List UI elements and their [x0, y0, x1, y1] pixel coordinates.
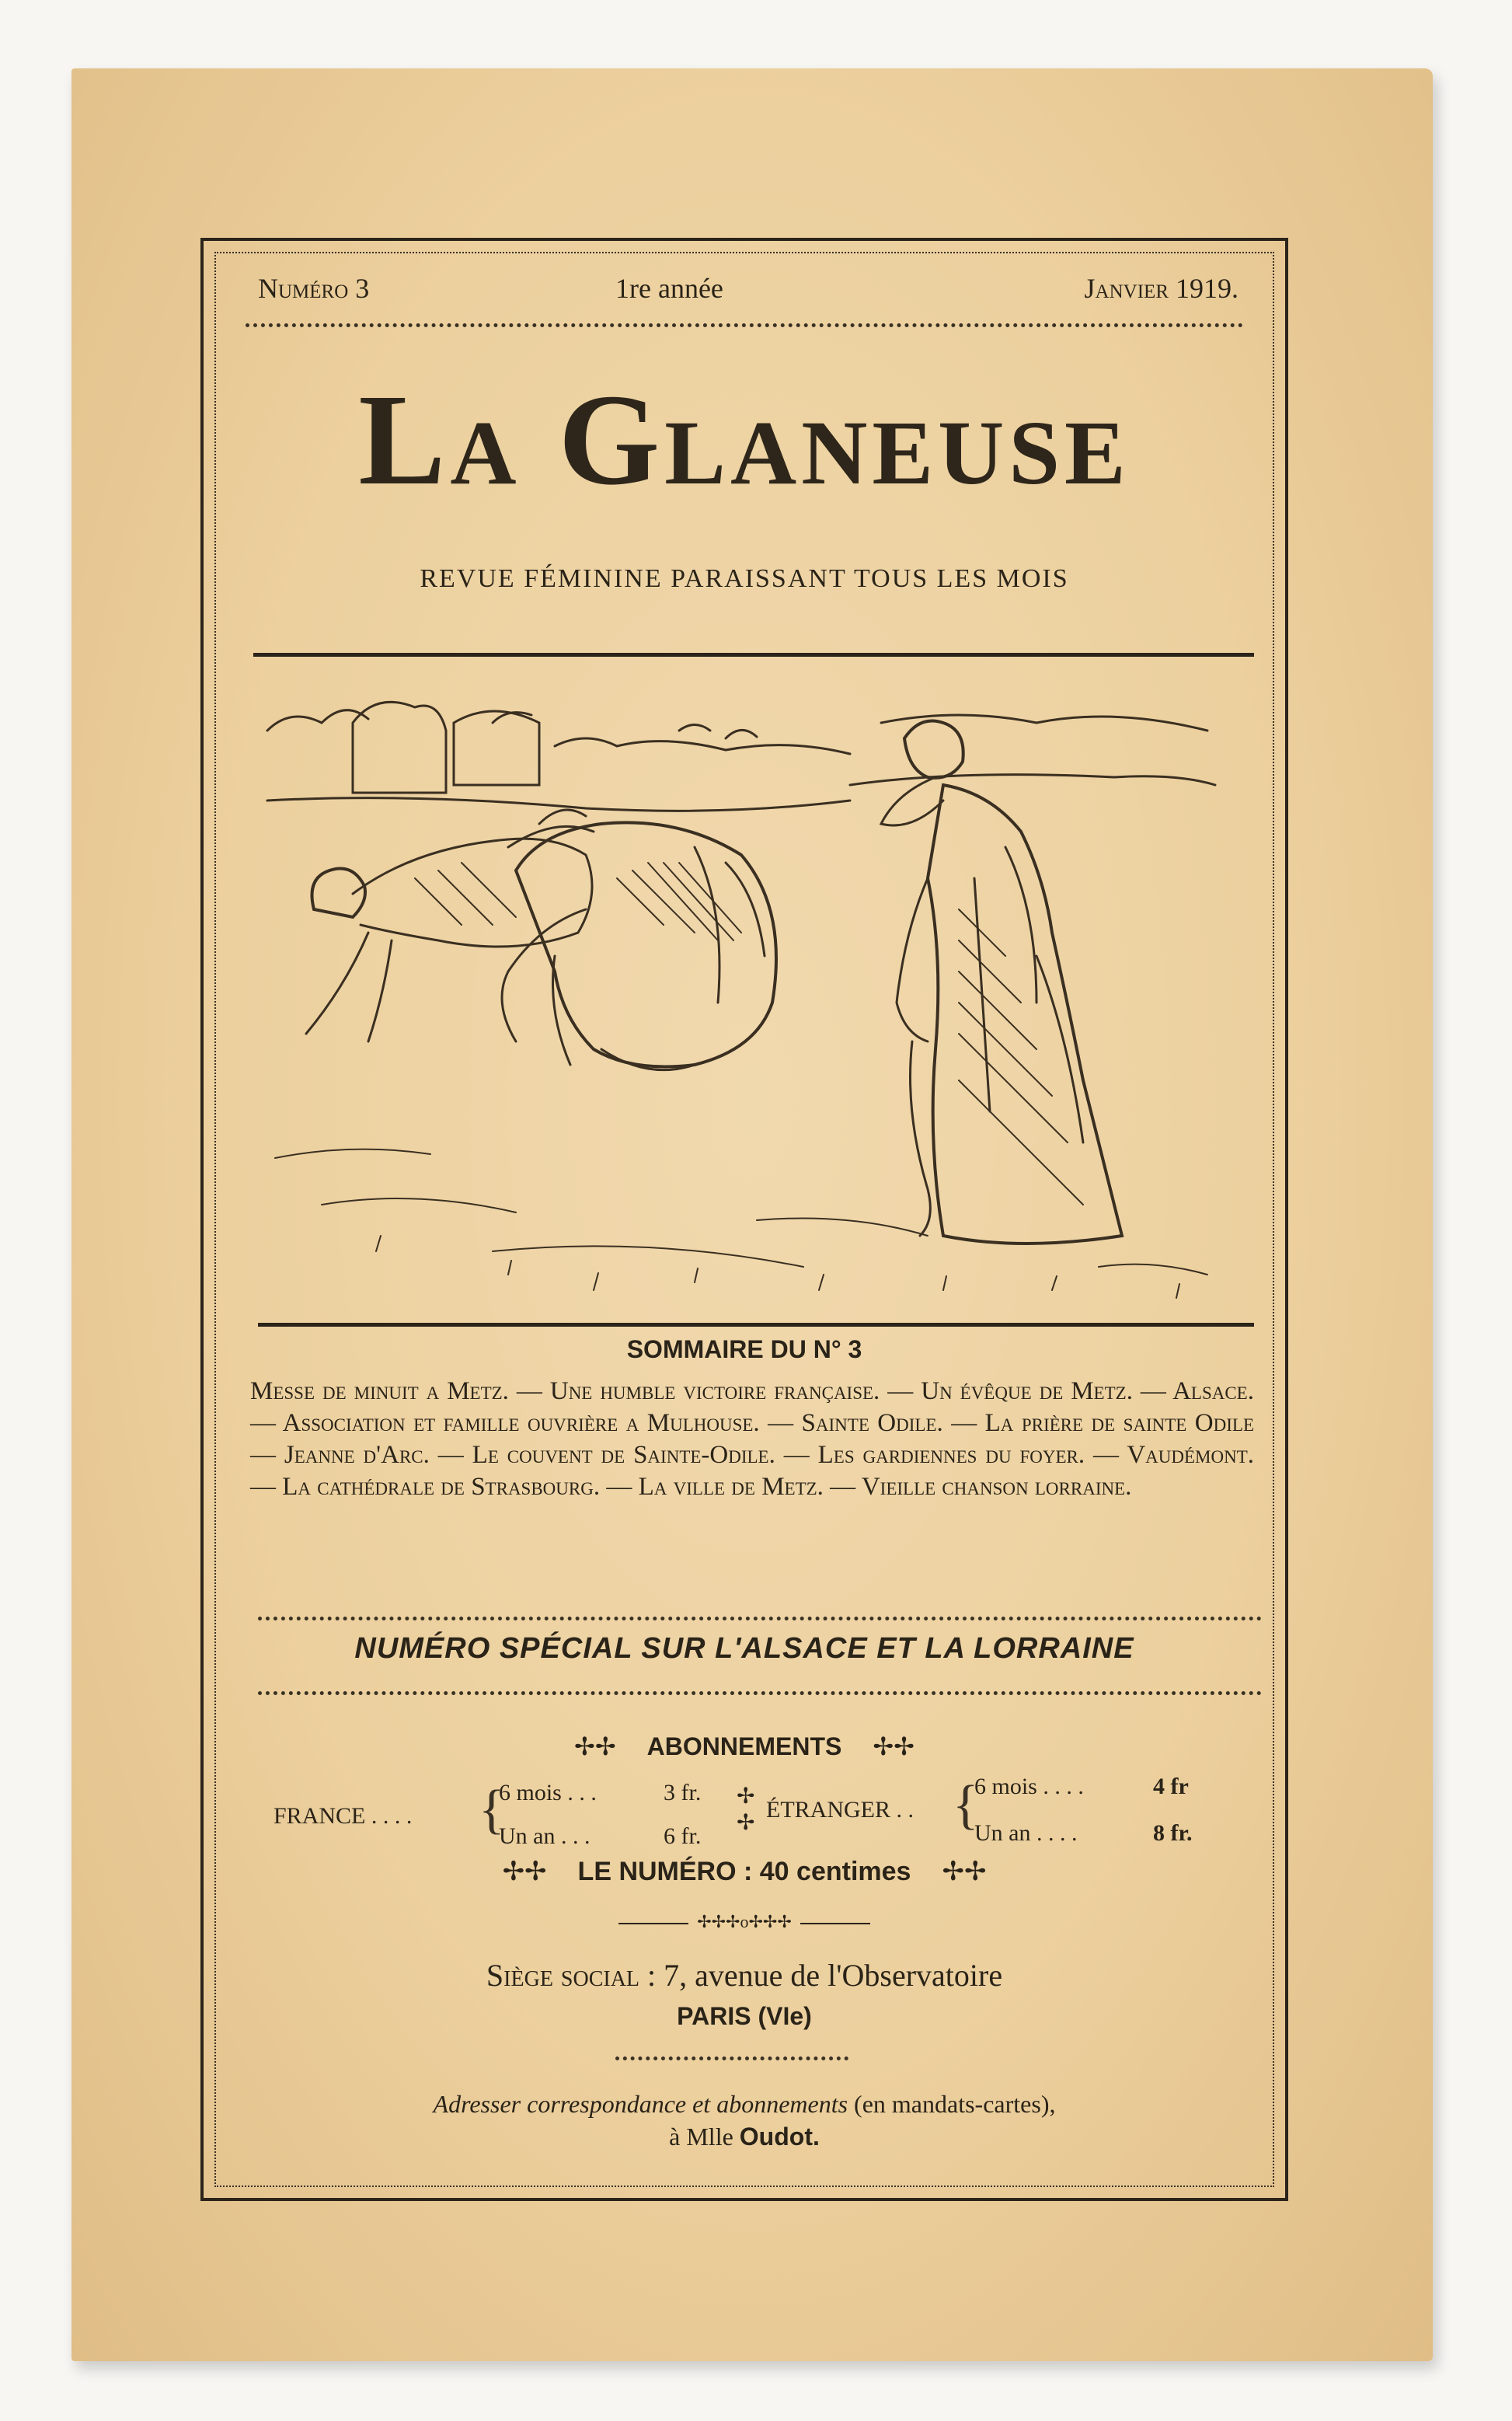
france-six-months-price: 3 fr. [664, 1780, 702, 1805]
siege-label: Siège social [486, 1958, 640, 1993]
magazine-subtitle: REVUE FÉMININE PARAISSANT TOUS LES MOIS [420, 564, 1069, 593]
single-issue-price [204, 1856, 1285, 1887]
abonnements-heading [204, 1732, 1285, 1761]
special-issue-banner: NUMÉRO SPÉCIAL SUR L'ALSACE ET LA LORRAINE [354, 1632, 1134, 1665]
etranger-six-months-label: 6 mois . . . . [974, 1774, 1084, 1799]
head-office-address [204, 1957, 1285, 1994]
france-label: FRANCE . . . . [273, 1803, 413, 1829]
sommaire-title: SOMMAIRE DU N° 3 [626, 1335, 862, 1363]
ornament-right: ✢✢ [873, 1732, 915, 1760]
address-divider [615, 2056, 848, 2060]
corresp-line1-b: (en mandats-cartes), [854, 2090, 1056, 2118]
etranger-brace: { [953, 1775, 979, 1835]
gleaners-illustration [260, 676, 1220, 1306]
sommaire-top-rule [258, 1323, 1254, 1327]
year-label: 1re année [615, 273, 723, 304]
correspondence-note [204, 2088, 1285, 2153]
header-divider [246, 323, 1243, 327]
siege-value: : 7, avenue de l'Observatoire [647, 1958, 1003, 1993]
corresp-line1-a: Adresser correspondance et abonnements [433, 2090, 848, 2118]
france-year-price: 6 fr. [664, 1823, 702, 1849]
cover-frame [200, 238, 1288, 2201]
corresp-line2-a: à Mlle [669, 2123, 733, 2151]
issue-number: Numéro 3 [258, 273, 370, 304]
ornament-left: ✢✢ [574, 1732, 616, 1760]
masthead-rule [253, 653, 1254, 657]
rate-separator-ornament: ✢ ✢ [737, 1784, 755, 1835]
numero-label: LE NUMÉRO [577, 1857, 737, 1886]
issue-date: Janvier 1919. [1084, 273, 1239, 304]
ornament-right: ✢✢ [942, 1857, 987, 1886]
ornament-left: ✢✢ [502, 1857, 547, 1886]
france-brace: { [479, 1780, 505, 1840]
france-six-months-label: 6 mois . . . [499, 1780, 597, 1805]
etranger-year-label: Un an . . . . [974, 1820, 1078, 1846]
abonnements-title: ABONNEMENTS [646, 1732, 842, 1760]
france-year-label: Un an . . . [499, 1823, 591, 1849]
special-divider [258, 1691, 1262, 1695]
sommaire-text: Messe de minuit a Metz. — Une humble victoire française. — Un évêque de Metz. — Alsace. — Association et famille ouvrière a Mulhouse. — Sainte Odile. — La prière de sainte Odile — Jeanne d'Arc. — Le couvent de Sainte-Odile. — Les gardiennes du foyer. — Vaudémont. — La cathédrale de Strasbourg. — La ville de Metz. — Vieille chanson lorraine. [250, 1377, 1254, 1501]
corresp-line2-b: Oudot. [739, 2123, 820, 2151]
etranger-six-months-price: 4 fr [1153, 1774, 1189, 1799]
etranger-label: ÉTRANGER . . [766, 1797, 914, 1823]
etranger-year-price: 8 fr. [1153, 1820, 1193, 1846]
magazine-title: La Glaneuse [358, 368, 1131, 512]
sommaire-divider [258, 1617, 1262, 1620]
city: PARIS (VIe) [677, 2002, 812, 2030]
ornamental-divider: ✢✢✢o✢✢✢ [204, 1912, 1285, 1932]
numero-price: : 40 centimes [744, 1857, 911, 1886]
